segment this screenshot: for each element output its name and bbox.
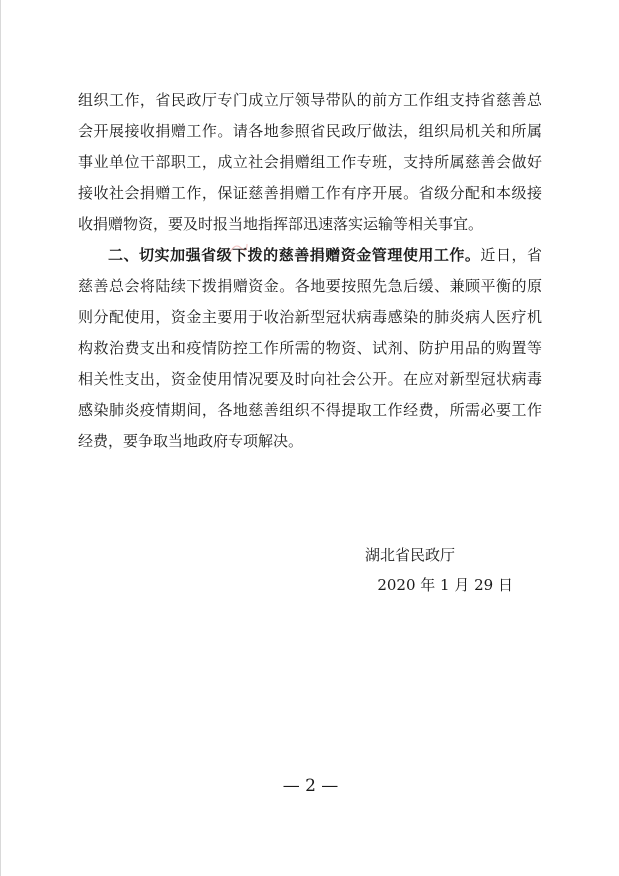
section-heading: 二、切实加强省级下拨的慈善捐赠资金管理使用工作。 — [108, 246, 481, 264]
issue-date: 2020 年 1 月 29 日 — [377, 576, 513, 594]
paragraph-2-body: 近日，省慈善总会将陆续下拨捐赠资金。各地要按照先急后缓、兼顾平衡的原则分配使用，资金主要用于收治新型冠状病毒感染的肺炎病人医疗机构救治费支出和疫情防控工作所需的物资、试剂、防护用品的购置等相关性支出，资金使用情况要及时向社会公开。在应对新型冠状病毒感染肺炎疫情期间，各地慈善组织不得提取工作经费，所需必要工作经费，要争取当地政府专项解决。 — [78, 246, 542, 450]
issuer-signature: 湖北省民政厅 — [364, 546, 455, 564]
document-body — [78, 85, 542, 457]
stamp-fragment-mark — [227, 240, 249, 258]
paragraph-2 — [78, 240, 542, 457]
page-number: — 2 — — [282, 776, 339, 796]
paragraph-1: 组织工作，省民政厅专门成立厅领导带队的前方工作组支持省慈善总会开展接收捐赠工作。请各地参照省民政厅做法，组织局机关和所属事业单位干部职工，成立社会捐赠组工作专班，支持所属慈善会做好接收社会捐赠工作，保证慈善捐赠工作有序开展。省级分配和本级接收捐赠物资，要及时报当地指挥部迅速落实运输等相关事宜。 — [78, 91, 542, 233]
